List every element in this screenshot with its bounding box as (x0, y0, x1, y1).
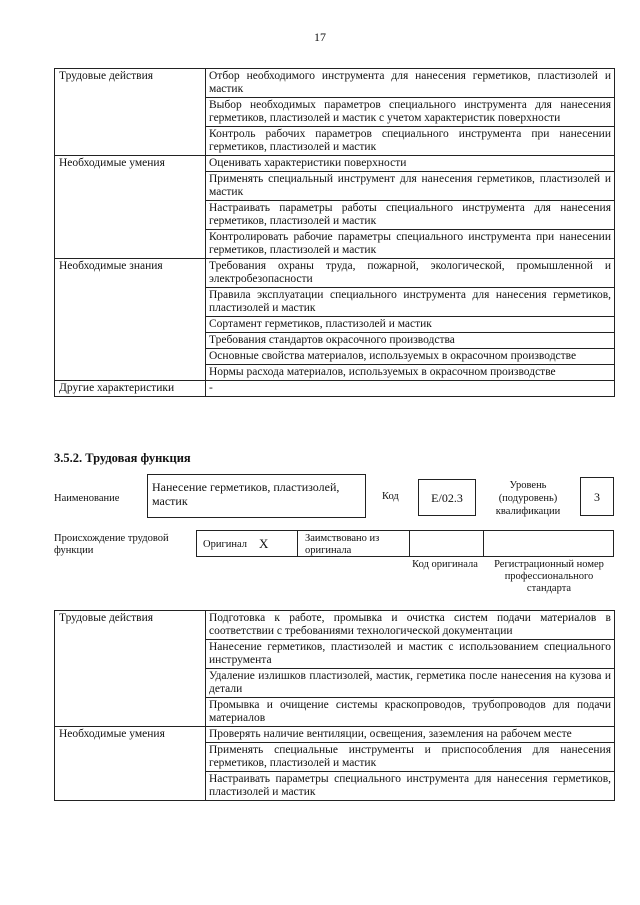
group-label: Другие характеристики (55, 381, 206, 397)
table-row (55, 259, 615, 288)
requirement-item: - (206, 381, 615, 397)
code-box (418, 479, 476, 516)
requirements-table-2 (54, 610, 615, 801)
requirement-item: Правила эксплуатации специального инструмента для нанесения герметиков, пластизолей и мастик (206, 288, 615, 317)
requirement-item: Удаление излишков пластизолей, мастик, герметика после нанесения на кузова и детали (206, 669, 615, 698)
level-value: 3 (594, 490, 600, 504)
requirement-item: Подготовка к работе, промывка и очистка систем подачи материалов в соответствии с требованиями технологической документации (206, 611, 615, 640)
requirement-item: Промывка и очищение системы краскопроводов, трубопроводов для подачи материалов (206, 698, 615, 727)
requirement-item: Проверять наличие вентиляции, освещения, заземления на рабочем месте (206, 727, 615, 743)
code-original-label: Код оригинала (412, 559, 478, 570)
table-row (55, 156, 615, 172)
function-name-box (147, 474, 366, 518)
group-label: Необходимые умения (55, 727, 206, 801)
requirement-item: Сортамент герметиков, пластизолей и мастик (206, 317, 615, 333)
requirement-item: Требования охраны труда, пожарной, экологической, промышленной и электробезопасности (206, 259, 615, 288)
table-row (55, 69, 615, 98)
group-label: Трудовые действия (55, 69, 206, 156)
table-row (55, 611, 615, 640)
original-label: Оригинал (203, 539, 247, 550)
requirement-item: Контролировать рабочие параметры специального инструмента при нанесении герметиков, пластизолей и мастик (206, 230, 615, 259)
origin-box (196, 530, 614, 557)
function-name-value: Нанесение герметиков, пластизолей, мастик (152, 480, 340, 508)
origin-label: Происхождение трудовой функции (54, 533, 169, 556)
page-number: 17 (314, 30, 326, 44)
requirement-item: Отбор необходимого инструмента для нанесения герметиков, пластизолей и мастик (206, 69, 615, 98)
table-row (55, 381, 615, 397)
original-mark: X (259, 536, 269, 551)
requirement-item: Требования стандартов окрасочного производства (206, 333, 615, 349)
reg-number-label: Регистрационный номер профессионального стандарта (494, 559, 604, 594)
requirement-item: Нанесение герметиков, пластизолей и мастик с использованием специального инструмента (206, 640, 615, 669)
code-value: E/02.3 (431, 491, 463, 505)
requirements-table-1 (54, 68, 615, 397)
group-label: Трудовые действия (55, 611, 206, 727)
borrowed-label: Заимствовано из оригинала (305, 533, 380, 556)
level-box (580, 477, 614, 516)
table-row (55, 727, 615, 743)
level-label: Уровень (подуровень) квалификации (495, 480, 561, 517)
requirement-item: Настраивать параметры специального инструмента для нанесения герметиков, пластизолей и мастик (206, 772, 615, 801)
section-heading: 3.5.2. Трудовая функция (54, 451, 191, 465)
requirement-item: Применять специальные инструменты и приспособления для нанесения герметиков, пластизолей и мастик (206, 743, 615, 772)
requirement-item: Настраивать параметры работы специального инструмента для нанесения герметиков, пластизолей и мастик (206, 201, 615, 230)
requirement-item: Оценивать характеристики поверхности (206, 156, 615, 172)
requirement-item: Контроль рабочих параметров специального инструмента при нанесении герметиков, пластизолей и мастик (206, 127, 615, 156)
requirement-item: Нормы расхода материалов, используемых в окрасочном производстве (206, 365, 615, 381)
name-label: Наименование (54, 493, 120, 504)
requirement-item: Выбор необходимых параметров специального инструмента для нанесения герметиков, пластизолей и мастик с учетом характеристик поверхности (206, 98, 615, 127)
group-label: Необходимые знания (55, 259, 206, 381)
group-label: Необходимые умения (55, 156, 206, 259)
requirement-item: Применять специальный инструмент для нанесения герметиков, пластизолей и мастик (206, 172, 615, 201)
requirement-item: Основные свойства материалов, используемых в окрасочном производстве (206, 349, 615, 365)
code-label: Код (382, 491, 399, 502)
